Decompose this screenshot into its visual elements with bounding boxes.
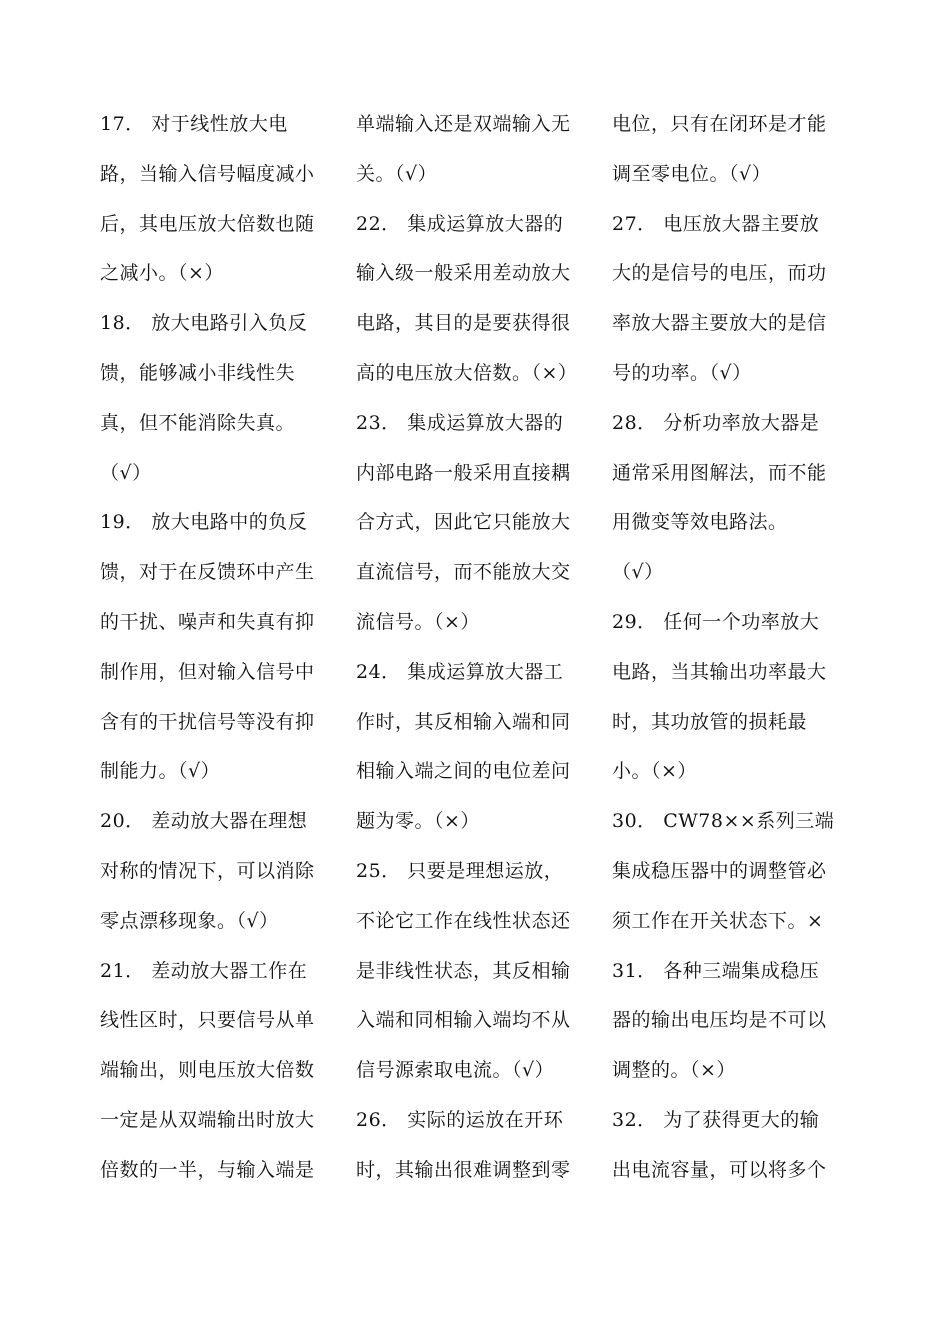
text-line: 小。（×）: [612, 760, 697, 783]
text-line: 时，其功放管的损耗最: [612, 710, 808, 733]
text-line: 电路，其目的是要获得很: [356, 312, 571, 335]
text-line: 21． 差动放大器工作在: [100, 959, 308, 982]
text-line: 24． 集成运算放大器工: [356, 660, 564, 683]
text-column-middle: [356, 100, 577, 1196]
text-line: 制作用，但对输入信号中: [100, 660, 315, 683]
text-line: 单端输入还是双端输入无: [356, 113, 571, 135]
text-line: 32． 为了获得更大的输: [612, 1108, 820, 1131]
text-line: 制能力。（√）: [100, 760, 221, 783]
text-line: 号的功率。（√）: [612, 361, 752, 384]
text-line: 真，但不能消除失真。: [100, 411, 296, 434]
text-line: 用微变等效电路法。: [612, 511, 788, 534]
text-line: 器的输出电压均是不可以: [612, 1009, 827, 1032]
text-line: 流信号。（×）: [356, 610, 480, 633]
text-line: 出电流容量，可以将多个: [612, 1158, 827, 1181]
text-line: 信号源索取电流。（√）: [356, 1059, 555, 1082]
text-line: 端输出，则电压放大倍数: [100, 1059, 315, 1082]
text-line: 电位，只有在闭环是才能: [612, 113, 827, 135]
text-line: 线性区时，只要信号从单: [100, 1009, 315, 1032]
text-line: 内部电路一般采用直接耦: [356, 461, 571, 484]
text-line: 31． 各种三端集成稳压: [612, 959, 820, 982]
text-line: 20． 差动放大器在理想: [100, 810, 308, 833]
text-line: 26． 实际的运放在开环: [356, 1108, 564, 1131]
text-line: 22． 集成运算放大器的: [356, 212, 564, 235]
text-line: 入端和同相输入端均不从: [356, 1009, 571, 1032]
text-line: 大的是信号的电压，而功: [612, 262, 827, 285]
text-line: （√）: [100, 461, 152, 484]
text-line: （√）: [612, 561, 664, 584]
text-line: 30． CW78××系列三端: [612, 810, 835, 833]
text-line: 调整的。（×）: [612, 1059, 736, 1082]
text-line: 集成稳压器中的调整管必: [612, 859, 827, 882]
text-line: 不论它工作在线性状态还: [356, 909, 571, 932]
text-line: 作时，其反相输入端和同: [356, 710, 571, 733]
text-line: 路，当输入信号幅度减小: [100, 162, 315, 185]
text-line: 高的电压放大倍数。（×）: [356, 361, 578, 384]
text-line: 须工作在开关状态下。×: [612, 909, 824, 932]
text-line: 含有的干扰信号等没有抑: [100, 710, 315, 733]
text-line: 馈，能够减小非线性失: [100, 361, 296, 384]
text-column-right: [612, 100, 834, 1196]
text-line: 对称的情况下，可以消除: [100, 859, 315, 882]
text-line: 倍数的一半，与输入端是: [100, 1158, 315, 1181]
text-line: 28． 分析功率放大器是: [612, 411, 820, 434]
text-line: 馈，对于在反馈环中产生: [100, 561, 315, 584]
text-line: 之减小。（×）: [100, 262, 224, 285]
text-line: 的干扰、噪声和失真有抑: [100, 610, 315, 633]
text-line: 通常采用图解法，而不能: [612, 461, 827, 484]
text-line: 时，其输出很难调整到零: [356, 1158, 571, 1181]
text-line: 题为零。（×）: [356, 810, 480, 833]
text-line: 25． 只要是理想运放，: [356, 859, 564, 882]
text-line: 直流信号，而不能放大交: [356, 561, 571, 584]
text-column-left: [100, 100, 315, 1196]
text-line: 18． 放大电路引入负反: [100, 312, 308, 335]
text-line: 电路，当其输出功率最大: [612, 660, 827, 683]
text-line: 调至零电位。（√）: [612, 162, 772, 185]
text-line: 是非线性状态，其反相输: [356, 959, 571, 982]
text-line: 相输入端之间的电位差问: [356, 760, 571, 783]
text-line: 合方式，因此它只能放大: [356, 511, 571, 534]
text-line: 输入级一般采用差动放大: [356, 262, 571, 285]
text-line: 29． 任何一个功率放大: [612, 610, 820, 633]
text-line: 零点漂移现象。（√）: [100, 909, 279, 932]
text-line: 关。（√）: [356, 162, 438, 185]
text-line: 一定是从双端输出时放大: [100, 1108, 315, 1131]
text-line: 后，其电压放大倍数也随: [100, 212, 315, 235]
text-line: 率放大器主要放大的是信: [612, 312, 827, 335]
text-line: 19． 放大电路中的负反: [100, 511, 308, 534]
text-line: 27． 电压放大器主要放: [612, 212, 820, 235]
text-line: 17． 对于线性放大电: [100, 113, 288, 135]
text-line: 23． 集成运算放大器的: [356, 411, 564, 434]
